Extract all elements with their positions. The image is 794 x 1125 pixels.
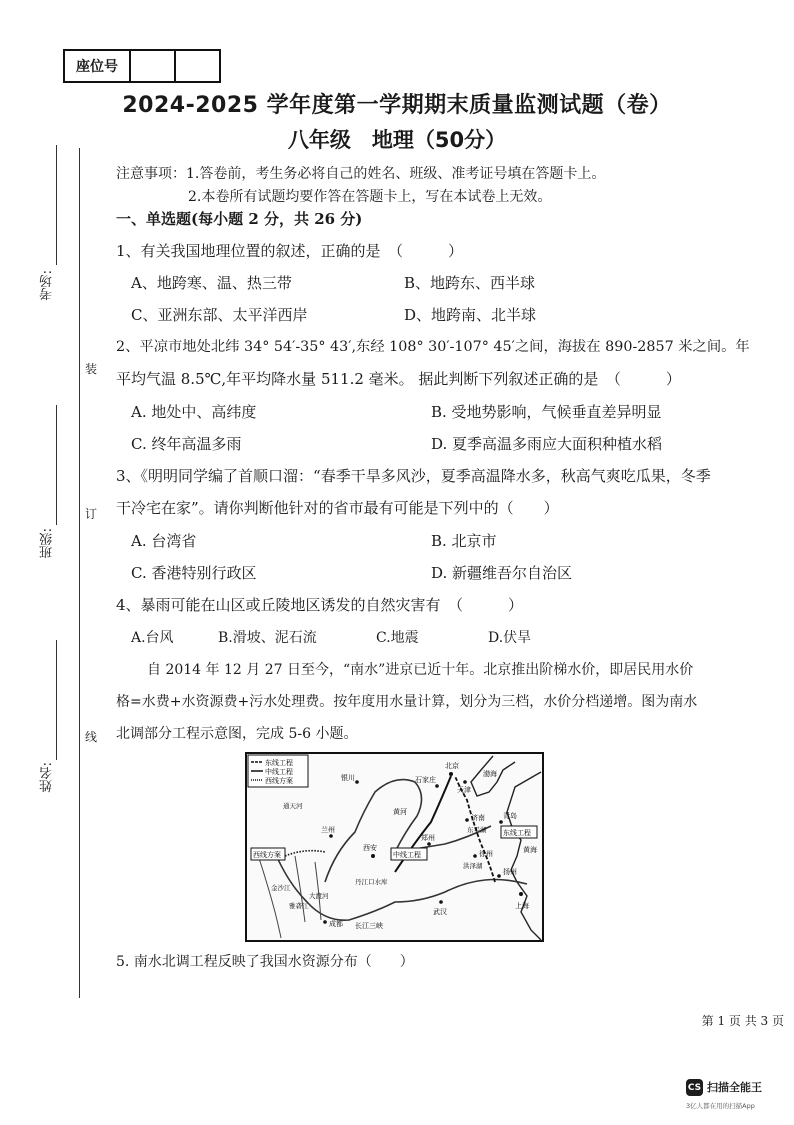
map-label-danjiangkou: 丹江口水库 [355,878,388,886]
scanner-tagline: 3亿人都在用的扫描App [686,1102,755,1110]
q4-option-c: C.地震 [376,630,419,646]
map-label-tongtian-river: 通天河 [283,802,303,810]
map-label-qingdao: 青岛 [503,812,517,820]
map-label-xuzhou: 徐州 [479,850,493,858]
passage-line-1: 自 2014 年 12 月 27 日至今，“南水”进京已近十年。北京推出阶梯水价，即居民用水价 [147,662,694,678]
seat-number-cell [176,51,219,81]
passage-line-2: 格=水费+水资源费+污水处理费。按年度用水量计算，划分为三档，水价分档递增。图为南水 [116,694,698,710]
map-label-zhengzhou: 郑州 [421,834,435,842]
map-label-yellow-sea: 黄海 [523,846,537,854]
exam-room-underline [56,145,57,265]
seat-number-box [63,49,221,83]
legend-middle-route: 中线工程 [265,768,293,776]
passage-line-3: 北调部分工程示意图，完成 5-6 小题。 [116,726,358,742]
q1-option-c: C、亚洲东部、太平洋西岸 [131,306,308,324]
q2-option-d: D. 夏季高温多雨应大面积种植水稻 [431,435,663,453]
map-label-wuhan: 武汉 [433,908,447,916]
q3-option-c: C. 香港特别行政区 [131,564,257,582]
scanner-watermark [686,1077,786,1117]
q2-stem-line-1: 2、平凉市地处北纬 34° 54′-35° 43′,东经 108° 30′-107° 45′之间，海拔在 890-2857 米之间。年 [116,339,750,355]
map-label-jinan: 济南 [471,814,485,822]
q1-option-a: A、地跨寒、温、热三带 [131,274,292,292]
notes-line-2: 2.本卷所有试题均要作答在答题卡上，写在本试卷上无效。 [188,189,552,205]
q4-stem: 4、暴雨可能在山区或丘陵地区诱发的自然灾害有 （ ） [116,596,524,614]
map-label-yangzhou: 扬州 [503,868,517,876]
q1-option-b: B、地跨东、西半球 [404,274,536,292]
class-label: 班级: [40,528,55,559]
q2-option-a: A. 地处中、高纬度 [131,403,257,421]
q2-option-c: C. 终年高温多雨 [131,435,242,453]
map-label-shijiazhuang: 石家庄 [415,776,436,784]
map-label-west-route: 西线方案 [253,851,281,859]
map-label-tianjin: 天津 [457,786,471,794]
south-north-water-transfer-map [245,752,544,942]
binding-line [79,148,80,998]
map-label-jinsha-river: 金沙江 [271,884,291,892]
name-underline [56,640,57,760]
map-label-yinchuan: 银川 [341,774,355,782]
map-label-hongze-lake: 洪泽湖 [463,862,483,870]
q3-option-a: A. 台湾省 [131,532,197,550]
map-label-shanghai: 上海 [515,902,529,910]
q4-option-a: A.台风 [131,630,174,646]
exam-subtitle: 八年级 地理（50分） [287,128,507,152]
map-label-three-gorges: 长江三峡 [355,922,383,930]
q3-option-b: B. 北京市 [431,532,497,550]
q2-stem-line-2: 平均气温 8.5℃,年平均降水量 511.2 毫米。 据此判断下列叙述正确的是 （ ） [116,370,681,388]
q4-option-d: D.伏旱 [488,630,532,646]
seat-number-label: 座位号 [65,51,131,81]
map-label-bohai: 渤海 [483,770,497,778]
map-label-yalong-river: 雅砻江 [289,902,309,910]
scanner-logo-icon: CS [686,1079,703,1096]
map-label-chengdu: 成都 [329,920,343,928]
q1-stem: 1、有关我国地理位置的叙述，正确的是 （ ） [116,242,464,260]
binding-mark-zhuang: 装 [85,362,98,376]
map-label-beijing: 北京 [445,762,459,770]
class-underline [56,405,57,525]
map-label-lanzhou: 兰州 [321,826,335,834]
scanner-app-name: 扫描全能王 [707,1081,762,1094]
q1-option-d: D、地跨南、北半球 [404,306,537,324]
page-footer: 第 1 页 共 3 页 [701,1014,784,1028]
section-heading: 一、单选题(每小题 2 分，共 26 分) [116,210,363,228]
map-label-dongping-lake: 东平湖 [467,826,487,834]
map-label-east-route: 东线工程 [503,829,531,837]
q2-option-b: B. 受地势影响，气候垂直差异明显 [431,403,662,421]
binding-mark-xian: 线 [85,730,98,744]
map-label-dadu-river: 大渡河 [309,892,329,900]
legend-east-route: 东线工程 [265,759,293,767]
map-label-middle-route: 中线工程 [393,851,421,859]
q5-stem: 5. 南水北调工程反映了我国水资源分布（ ） [116,954,414,970]
q3-stem-line-2: 干冷宅在家”。请你判断他针对的省市最有可能是下列中的（ ） [116,499,559,517]
exam-title: 2024-2025 学年度第一学期期末质量监测试题（卷） [122,93,672,118]
name-label: 姓名: [40,762,55,793]
notes-line-1: 注意事项：1.答卷前，考生务必将自己的姓名、班级、准考证号填在答题卡上。 [116,166,606,182]
q3-stem-line-1: 3、《明明同学编了首顺口溜：“春季干旱多风沙，夏季高温降水多，秋高气爽吃瓜果，冬季 [116,467,711,485]
q4-option-b: B.滑坡、泥石流 [218,630,317,646]
exam-room-label: 考场: [40,270,55,301]
map-label-xian: 西安 [363,844,377,852]
binding-mark-ding: 订 [85,507,98,521]
legend-west-route: 西线方案 [265,777,293,785]
seat-number-cell [131,51,176,81]
map-label-yellow-river: 黄河 [393,808,407,816]
q3-option-d: D. 新疆维吾尔自治区 [431,564,573,582]
